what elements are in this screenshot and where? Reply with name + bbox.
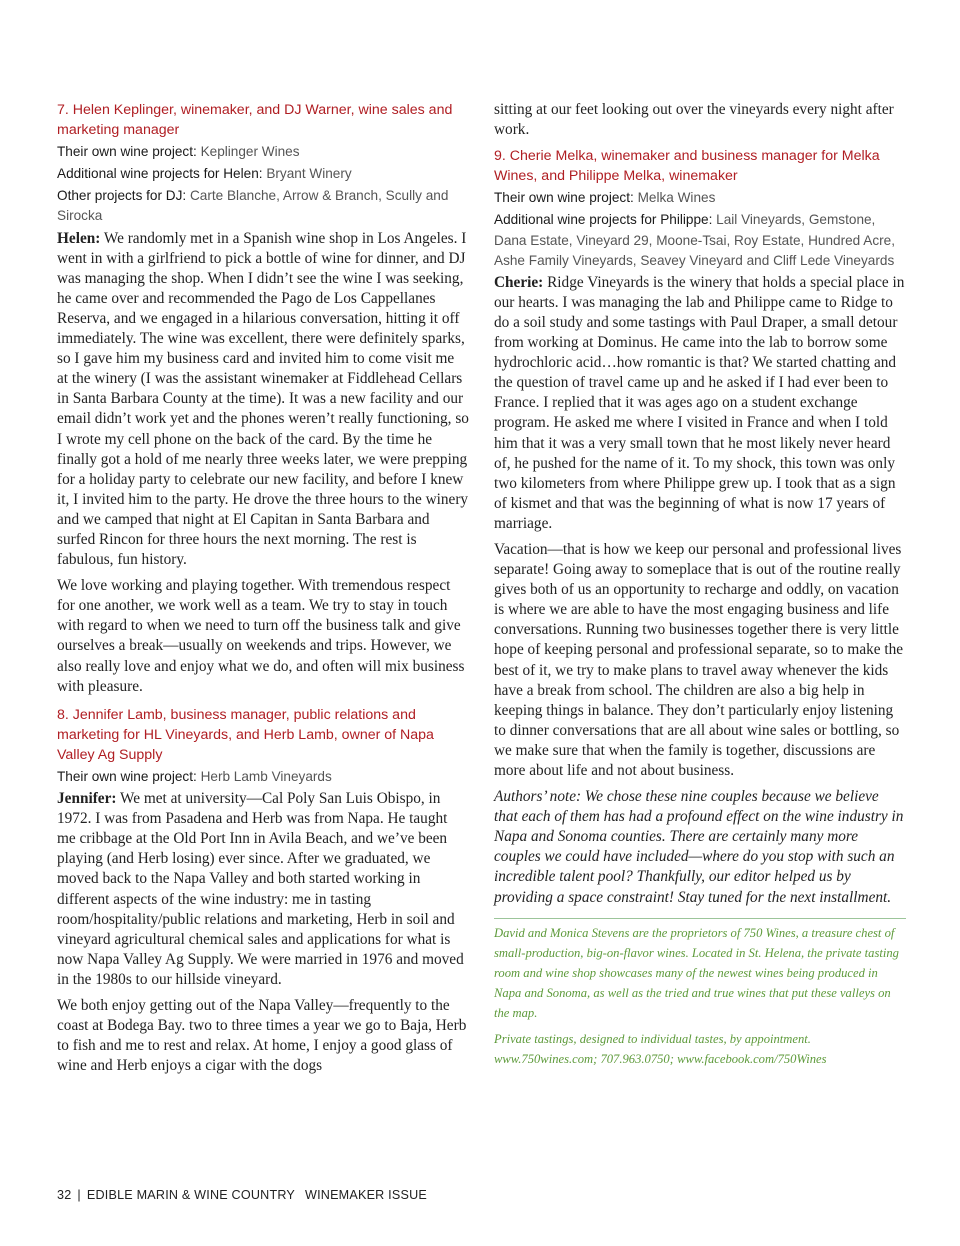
- section-7-meta-dj: [57, 186, 469, 226]
- meta-value: Carte Blanche, Arrow & Branch, Scully and Sirocka: [57, 188, 449, 224]
- meta-value: Lail Vineyards, Gemstone, Dana Estate, Vineyard 29, Moone-Tsai, Roy Estate, Hundred Acre, Ashe Family Vineyards, Seavey Vineyard and Cliff Lede Vineyards: [494, 212, 895, 268]
- speaker-name: Helen:: [57, 229, 101, 247]
- continuation-text: sitting at our feet looking out over the vineyards every night after work.: [494, 101, 894, 139]
- meta-label: Their own wine project:: [57, 769, 201, 784]
- paragraph-text: We randomly met in a Spanish wine shop in Los Angeles. I went in with a girlfriend to pick a bottle of wine for dinner, and DJ was managing the shop. When I didn’t see the wine I was seeking, he came over and recommended the Pago de Los Cappellanes Reserva, and we engaged in a hilarious conversation, hitting it off immediately. The wine was excellent, there were definitely sparks, so I gave him my business card and invited him to come visit me at the winery (I was the assistant winemaker at Fiddlehead Cellars in Santa Barbara County at the time). It was a new facility and our email didn’t work yet and the phones weren’t really functioning, so I wrote my cell phone on the back of the card. By the time he finally got a hold of me nearly three weeks later, we were prepping for a holiday party to celebrate our new facility, and before I knew it, I invited him to the party. He drove the three hours to the winery and we camped that night at El Capitan in Santa Barbara and surfed Rincon for three hours the next morning. The rest is fabulous, fun history.: [57, 229, 469, 569]
- paragraph-text: Ridge Vineyards is the winery that holds a special place in our hearts. I was managing the lab and Philippe came to Ridge to do a soil study and some tastings with Paul Draper, a small detour from working at Dominus. He came into the lab to borrow some hydrochloric acid…how romantic is that? We started chatting and the question of travel came up and he asked if I had ever been to France. I replied that it was ages ago on a student exchange program. He asked me where I visited in France and when I told him that it was a very small town that he most likely never heard of, he pushed for the name of it. To my shock, this town was only two kilometers from where Philippe grew up. I took that as a sign of kismet and that was the beginning of what is now 17 years of marriage.: [494, 273, 905, 532]
- author-bio: David and Monica Stevens are the proprietors of 750 Wines, a treasure chest of small-production, big-on-flavor wines. Located in St. Helena, the private tasting room and wine shop showcases many of the newest wines being produced in Napa and Sonoma, as well as the tried and true wines that put these valleys on the map.: [494, 925, 899, 1021]
- meta-value: Herb Lamb Vineyards: [200, 769, 332, 784]
- section-7-paragraph-2: We love working and playing together. With tremendous respect for one another, we work well as a team. We try to stay in touch with regard to when we need to turn off the business talk and give ourselves a break—usually on weekends and trips. However, we also really love and enjoy what we do, and often will mix business with pleasure.: [57, 577, 465, 695]
- author-contact: Private tastings, designed to individual tastes, by appointment. www.750wines.com; 707.963.0750; www.facebook.com/750Wines: [494, 1032, 827, 1067]
- section-7-heading: 7. Helen Keplinger, winemaker, and DJ Warner, wine sales and marketing manager: [57, 102, 453, 139]
- section-7-meta-own: [57, 142, 469, 162]
- section-8-paragraph-2: We both enjoy getting out of the Napa Valley—frequently to the coast at Bodega Bay. two to three times a year we go to Baja, Herb to fish and me to rest and relax. At home, I enjoy a good glass of wine and Herb enjoys a cigar with the dogs: [57, 997, 467, 1075]
- section-8-heading: 8. Jennifer Lamb, business manager, public relations and marketing for HL Vineyards, and Herb Lamb, owner of Napa Valley Ag Supply: [57, 706, 434, 763]
- meta-label: Additional wine projects for Helen:: [57, 166, 267, 182]
- page-footer: [57, 1188, 427, 1202]
- section-7-paragraph-1: [57, 229, 469, 571]
- issue-name: WINEMAKER ISSUE: [305, 1188, 427, 1202]
- section-7-meta-helen: [57, 164, 469, 184]
- page-number: 32: [57, 1188, 72, 1202]
- section-9-meta-own: [494, 188, 906, 208]
- meta-label: Their own wine project:: [57, 144, 201, 160]
- paragraph-text: We met at university—Cal Poly San Luis Obispo, in 1972. I was from Pasadena and Herb was from Napa. He taught me cribbage at the Old Port Inn in Avila Beach, and we’ve been playing (and Herb losing) ever since. After we graduated, we moved back to the Napa Valley and both started working in different aspects of the wine industry: me in tasting room/hospitality/public relations and marketing, Herb in soil and vineyard agricultural chemical sales and applications for what is now Napa Valley Ag Supply. We were married in 1976 and moved in the 1980s to our hillside vineyard.: [57, 790, 464, 988]
- meta-label: Their own wine project:: [494, 190, 638, 206]
- publication-name: EDIBLE MARIN & WINE COUNTRY: [86, 1188, 295, 1202]
- section-9-paragraph-2: Vacation—that is how we keep our personal and professional lives separate! Going away to someplace that is out of the routine really gives both of us an opportunity to recharge and oddly, on vacation is where we are able to have the most engaging business and life conversations. Running two businesses together there is very little hope of keeping personal and professional separate, so to make the best of it, we try to make plans to travel away whenever the kids have a break from school. The children are also a big help in keeping things in balance. They don’t particularly enjoy listening to dinner conversations that are all about wine sales or bottling, so we make sure that when the family is together, discussions are more about life and not about business.: [494, 540, 904, 779]
- bio-divider: [494, 918, 906, 919]
- speaker-name: Jennifer:: [57, 790, 117, 808]
- meta-label: Additional wine projects for Philippe:: [494, 212, 717, 228]
- section-9-heading: 9. Cherie Melka, winemaker and business manager for Melka Wines, and Philippe Melka, winemaker: [494, 148, 880, 185]
- meta-value: Melka Wines: [637, 190, 716, 206]
- meta-label: Other projects for DJ:: [57, 188, 190, 204]
- left-column: [57, 100, 469, 1082]
- footer-separator: |: [77, 1188, 81, 1202]
- section-9-meta-philippe: [494, 210, 906, 270]
- section-8-paragraph-1: [57, 789, 469, 990]
- section-9-paragraph-1: [494, 273, 906, 534]
- speaker-name: Cherie:: [494, 273, 544, 291]
- authors-note: Authors’ note: We chose these nine couples because we believe that each of them has had a profound effect on the wine industry in Napa and Sonoma counties. There are certainly many more couples we could have included—where do you stop with such an incredible talent pool? Thankfully, our editor helped us by providing a space constraint! Stay tuned for the next installment.: [494, 788, 904, 906]
- meta-value: Keplinger Wines: [200, 144, 300, 160]
- section-8-meta-own: [57, 767, 469, 787]
- right-column: [494, 100, 906, 1075]
- meta-value: Bryant Winery: [266, 166, 352, 182]
